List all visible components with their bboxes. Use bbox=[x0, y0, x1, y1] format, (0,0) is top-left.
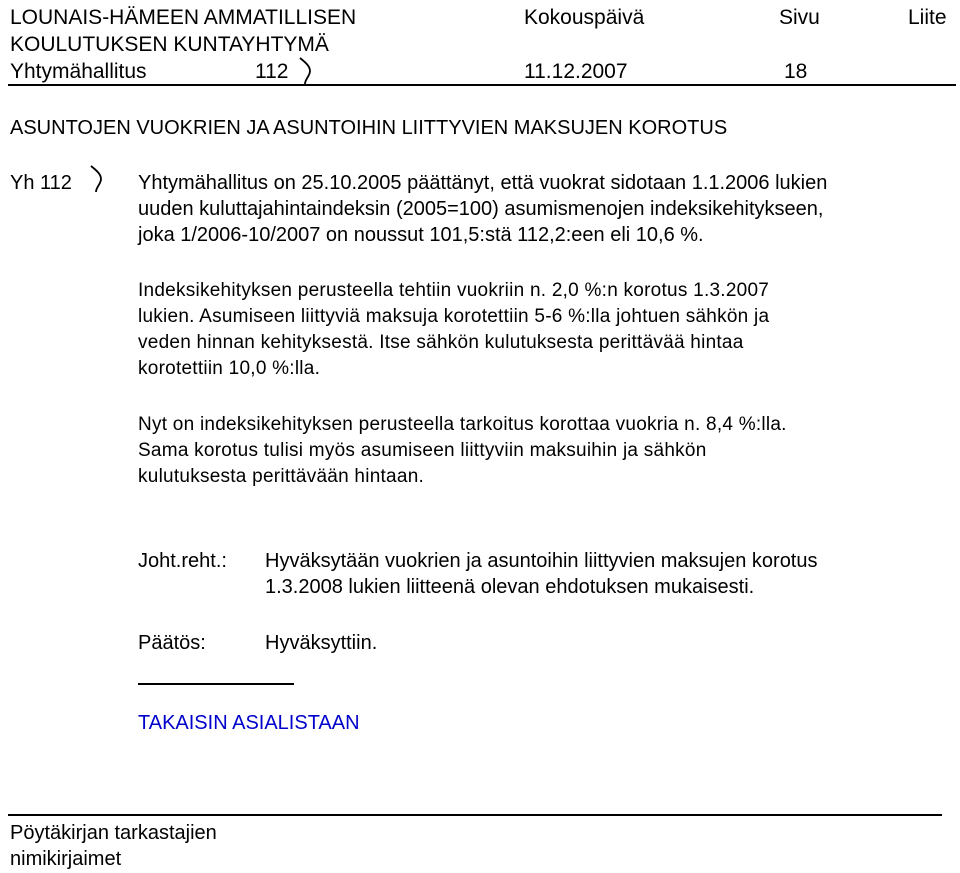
section-number: 112 bbox=[255, 60, 289, 83]
proposal-line-2: 1.3.2008 lukien liitteenä olevan ehdotuksen mukaisesti. bbox=[265, 576, 755, 598]
paragraph-2-line-1: Indeksikehityksen perusteella tehtiin vuokriin n. 2,0 %:n korotus 1.3.2007 bbox=[138, 280, 770, 301]
footer-initials-label: nimikirjaimet bbox=[10, 848, 122, 870]
meeting-date: 11.12.2007 bbox=[524, 60, 628, 83]
footer-reviewers-label: Pöytäkirjan tarkastajien bbox=[10, 822, 217, 844]
paragraph-3-line-1: Nyt on indeksikehityksen perusteella tarkoitus korottaa vuokria n. 8,4 %:lla. bbox=[138, 414, 787, 435]
meeting-date-label: Kokouspäivä bbox=[524, 6, 645, 29]
paragraph-3-line-2: Sama korotus tulisi myös asumiseen liittyviin maksuihin ja sähkön bbox=[138, 440, 707, 461]
paragraph-3-line-3: kulutuksesta perittävään hintaan. bbox=[138, 466, 425, 487]
body-name: Yhtymähallitus bbox=[10, 60, 147, 83]
paragraph-1-line-1: Yhtymähallitus on 25.10.2005 päättänyt, että vuokrat sidotaan 1.1.2006 lukien bbox=[138, 172, 828, 194]
proposal-label: Joht.reht.: bbox=[138, 550, 227, 572]
document-title: ASUNTOJEN VUOKRIEN JA ASUNTOIHIN LIITTYVIEN MAKSUJEN KOROTUS bbox=[10, 117, 728, 139]
decision-label: Päätös: bbox=[138, 632, 206, 654]
attachment-label: Liite bbox=[908, 6, 947, 29]
paragraph-1-line-3: joka 1/2006-10/2007 on noussut 101,5:stä 112,2:een eli 10,6 %. bbox=[138, 224, 704, 246]
proposal-line-1: Hyväksytään vuokrien ja asuntoihin liittyvien maksujen korotus bbox=[265, 550, 818, 572]
section-mark-icon bbox=[88, 164, 106, 194]
paragraph-1-line-2: uuden kuluttajahintaindeksin (2005=100) asumismenojen indeksikehitykseen, bbox=[138, 198, 824, 220]
page-number: 18 bbox=[784, 60, 808, 83]
paragraph-2-line-2: lukien. Asumiseen liittyviä maksuja korotettiin 5-6 %:lla johtuen sähkön ja bbox=[138, 306, 770, 327]
paragraph-2-line-3: veden hinnan kehityksestä. Itse sähkön kulutuksesta perittävää hintaa bbox=[138, 332, 744, 353]
decision-underline bbox=[138, 683, 294, 685]
decision-text: Hyväksyttiin. bbox=[265, 632, 378, 654]
paragraph-2-line-4: korotettiin 10,0 %:lla. bbox=[138, 358, 321, 379]
header-divider bbox=[8, 84, 956, 86]
org-name-line1: LOUNAIS-HÄMEEN AMMATILLISEN bbox=[10, 6, 357, 29]
page-label: Sivu bbox=[779, 6, 820, 29]
org-name-line2: KOULUTUKSEN KUNTAYHTYMÄ bbox=[10, 33, 329, 56]
section-reference: Yh 112 bbox=[10, 172, 72, 194]
back-to-agenda-link[interactable]: TAKAISIN ASIALISTAAN bbox=[138, 712, 360, 734]
section-mark-icon bbox=[297, 56, 315, 86]
footer-divider bbox=[8, 814, 942, 816]
